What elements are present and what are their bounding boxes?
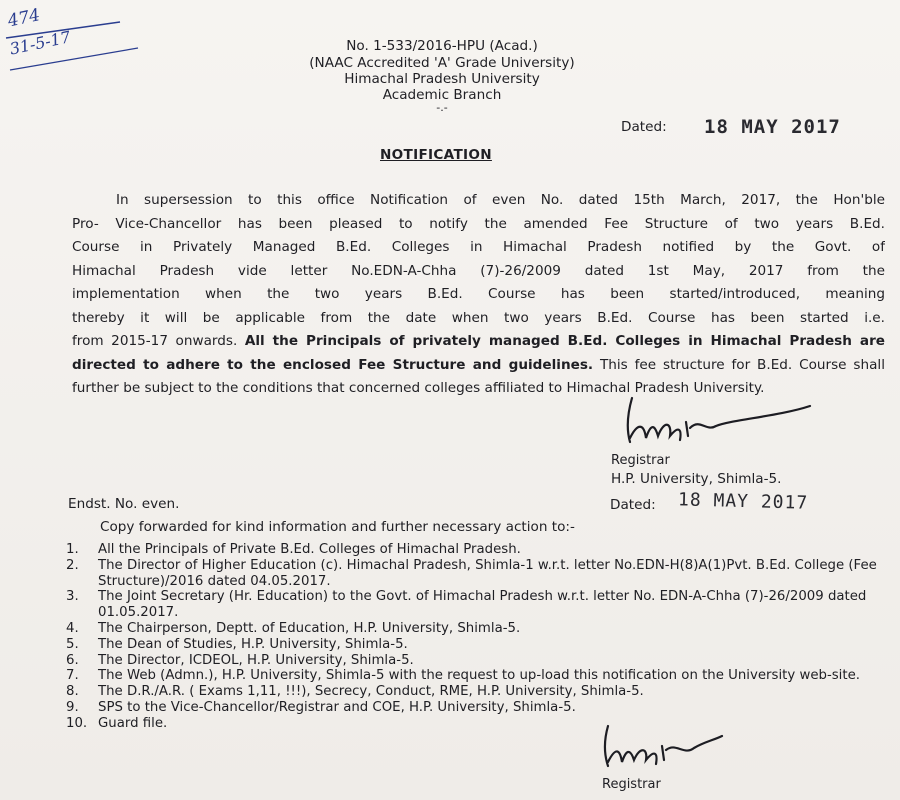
recipient-item xyxy=(66,668,886,684)
recipient-item xyxy=(66,684,886,700)
body-line-3: Course in Privately Managed B.Ed. Colleges in Himachal Pradesh notified by the Govt. of xyxy=(72,239,885,255)
date-stamp-top: 18 MAY 2017 xyxy=(704,116,841,138)
recipient-text: All the Principals of Private B.Ed. Colleges of Himachal Pradesh. xyxy=(98,542,521,557)
recipient-text: The Dean of Studies, H.P. University, Shimla-5. xyxy=(98,636,408,652)
recipient-number: 4. xyxy=(66,620,79,636)
recipient-item xyxy=(66,716,886,732)
body-line-1: In supersession to this office Notification of even No. dated 15th March, 2017, the Hon'ble xyxy=(116,192,885,208)
recipient-item xyxy=(66,621,886,637)
registrar-title: Registrar xyxy=(611,453,670,468)
accreditation-line: (NAAC Accredited 'A' Grade University) xyxy=(309,55,575,71)
registrar-office: H.P. University, Shimla-5. xyxy=(611,471,782,487)
recipient-text: The Chairperson, Deptt. of Education, H.P. University, Shimla-5. xyxy=(98,620,521,636)
body-rest xyxy=(72,330,885,401)
recipient-item xyxy=(66,700,886,716)
notification-body xyxy=(72,189,885,401)
registrar-signature xyxy=(620,392,820,454)
recipient-text: The Director, ICDEOL, H.P. University, Shimla-5. xyxy=(98,652,414,668)
university-name: Himachal Pradesh University xyxy=(344,71,540,87)
recipient-number: 8. xyxy=(66,684,79,700)
recipient-number: 2. xyxy=(66,557,79,573)
recipient-item xyxy=(66,589,886,621)
recipient-text: Guard file. xyxy=(98,715,168,731)
date-stamp-bottom: 18 MAY 2017 xyxy=(677,489,809,514)
recipient-item xyxy=(66,653,886,669)
notification-title: NOTIFICATION xyxy=(380,147,492,163)
body-line-7: from 2015-17 onwards. xyxy=(72,333,238,349)
body-line-5: implementation when the two years B.Ed. Course has been started/introduced, meaning xyxy=(72,286,885,302)
recipient-item xyxy=(66,542,886,558)
handwritten-inward-date: 31-5-17 xyxy=(8,27,73,59)
body-bold-directive: All the Principals of privately managed B.Ed. Colleges in Himachal Pradesh are directed to adhere to the enclosed Fee Structure and guidelines. xyxy=(72,333,885,373)
recipient-item xyxy=(66,637,886,653)
recipient-text: The Joint Secretary (Hr. Education) to the Govt. of Himachal Pradesh w.r.t. letter No. EDN-A-Chha (7)-26/2009 dated 01.05.2017. xyxy=(98,589,867,621)
recipient-item xyxy=(66,558,886,590)
footer-registrar-signature xyxy=(596,720,726,776)
dated-label-bottom: Dated: xyxy=(610,497,656,513)
branch-name: Academic Branch xyxy=(382,87,502,103)
recipient-number: 5. xyxy=(66,636,79,652)
body-line-6: thereby it will be applicable from the date when two years B.Ed. Course has been started i.e. xyxy=(72,309,885,326)
body-tail: This fee structure for B.Ed. Course shall further be subject to the conditions that concerned colleges affiliated to Himachal Pradesh University. xyxy=(72,356,885,396)
recipient-number: 1. xyxy=(66,542,79,557)
recipient-number: 10. xyxy=(66,715,88,731)
recipient-text: The Web (Admn.), H.P. University, Shimla-5 with the request to up-load this notification on the University web-site. xyxy=(98,668,860,684)
dated-label-top: Dated: xyxy=(621,119,667,135)
handwritten-inward-number: 474 xyxy=(6,5,42,32)
recipient-number: 7. xyxy=(66,668,79,684)
recipient-number: 6. xyxy=(66,652,79,668)
reference-number: No. 1-533/2016-HPU (Acad.) xyxy=(346,38,538,54)
recipient-text: The Director of Higher Education (c). Himachal Pradesh, Shimla-1 w.r.t. letter No.EDN-H(8)A(1)Pvt. B.Ed. College (Fee Structure)/2016 dated 04.05.2017. xyxy=(98,557,877,589)
recipient-number: 9. xyxy=(66,699,79,715)
recipient-text: The D.R./A.R. ( Exams 1,11, !!!), Secrecy, Conduct, RME, H.P. University, Shimla-5. xyxy=(98,684,644,700)
header-separator: -.- xyxy=(436,101,448,114)
body-line-2: Pro- Vice-Chancellor has been pleased to notify the amended Fee Structure of two years B.Ed. xyxy=(72,215,885,232)
body-line-4: Himachal Pradesh vide letter No.EDN-A-Chha (7)-26/2009 dated 1st May, 2017 from the xyxy=(72,262,885,279)
recipient-text: SPS to the Vice-Chancellor/Registrar and COE, H.P. University, Shimla-5. xyxy=(98,699,576,715)
copy-forwarded-line: Copy forwarded for kind information and further necessary action to:- xyxy=(100,519,575,535)
footer-registrar-title: Registrar xyxy=(602,777,661,792)
recipient-number: 3. xyxy=(66,589,79,605)
endorsement-number: Endst. No. even. xyxy=(68,496,180,512)
handwritten-underline-marks xyxy=(0,0,150,80)
recipients-list xyxy=(66,542,886,732)
